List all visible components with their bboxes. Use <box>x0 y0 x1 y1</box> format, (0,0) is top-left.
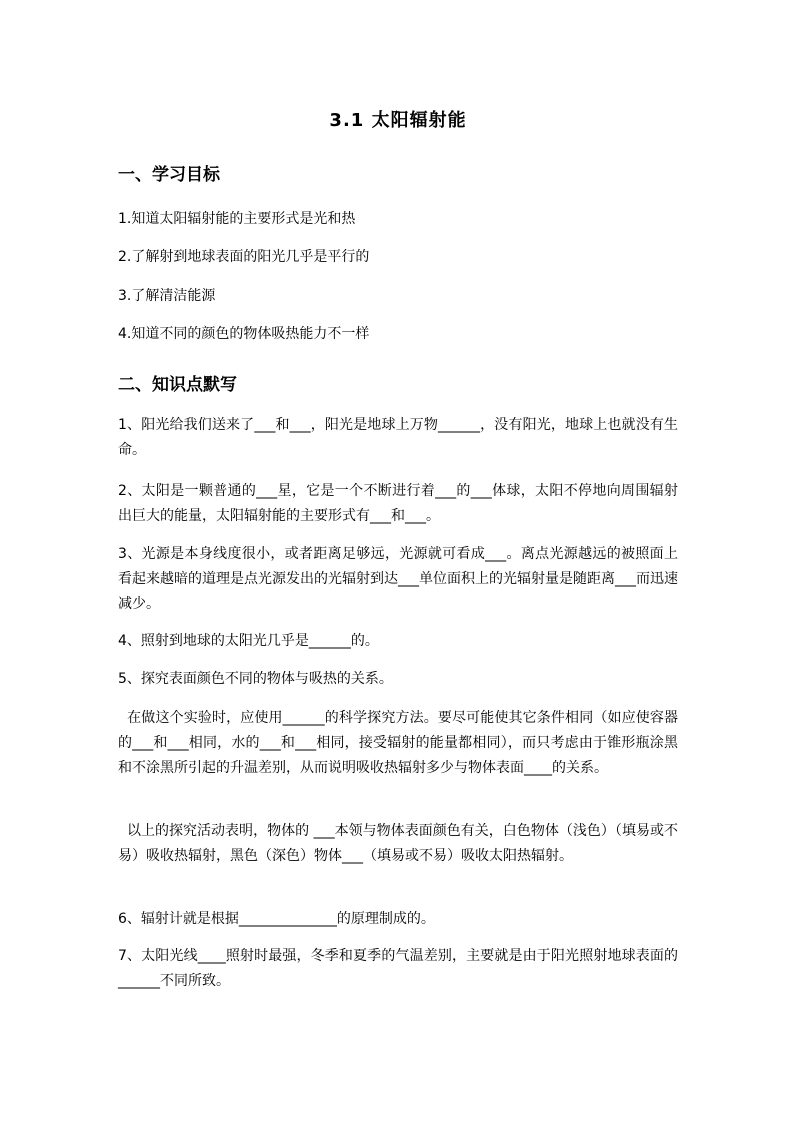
goal-item-3: 3.了解清洁能源 <box>118 288 216 304</box>
question-5: 5、探究表面颜色不同的物体与吸热的关系。 <box>118 671 393 687</box>
goal-item-2: 2.了解射到地球表面的阳光几乎是平行的 <box>118 249 370 265</box>
question-3: 3、光源是本身线度很小，或者距离足够远，光源就可看成___。离点光源越远的被照面上看起来越暗的道理是点光源发出的光辐射到达___单位面积上的光辐射量是随距离___而迅速减少。 <box>118 546 678 612</box>
goal-item-4: 4.知道不同的颜色的物体吸热能力不一样 <box>118 326 370 342</box>
question-7: 7、太阳光线____照射时最强，冬季和夏季的气温差别，主要就是由于阳光照射地球表面的______不同所致。 <box>118 948 678 989</box>
question-5-conclusion: 以上的探究活动表明，物体的 ___本领与物体表面颜色有关，白色物体（浅色）（填易或不易）吸收热辐射，黑色（深色）物体___（填易或不易）吸收太阳热辐射。 <box>118 823 678 864</box>
question-6: 6、辐射计就是根据______________的原理制成的。 <box>118 911 435 927</box>
question-2: 2、太阳是一颗普通的___星，它是一个不断进行着___的___体球，太阳不停地向周围辐射出巨大的能量，太阳辐射能的主要形式有___和___。 <box>118 483 678 524</box>
section-heading-learning-goals: 一、学习目标 <box>118 165 220 185</box>
question-5-experiment: 在做这个实验时，应使用______的科学探究方法。要尽可能使其它条件相同（如应使容器的___和___相同，水的___和___相同，接受辐射的能量都相同），而只考虑由于锥形瓶涂黑和不涂黑所引起的升温差别，从而说明吸收热辐射多少与物体表面____的关系。 <box>118 710 678 776</box>
document-title: 3.1 太阳辐射能 <box>329 110 467 131</box>
question-1: 1、阳光给我们送来了___和___，阳光是地球上万物______，没有阳光，地球上也就没有生命。 <box>118 417 678 458</box>
section-heading-knowledge-points: 二、知识点默写 <box>118 375 237 395</box>
goal-item-1: 1.知道太阳辐射能的主要形式是光和热 <box>118 211 356 227</box>
question-4: 4、照射到地球的太阳光几乎是______的。 <box>118 633 379 649</box>
